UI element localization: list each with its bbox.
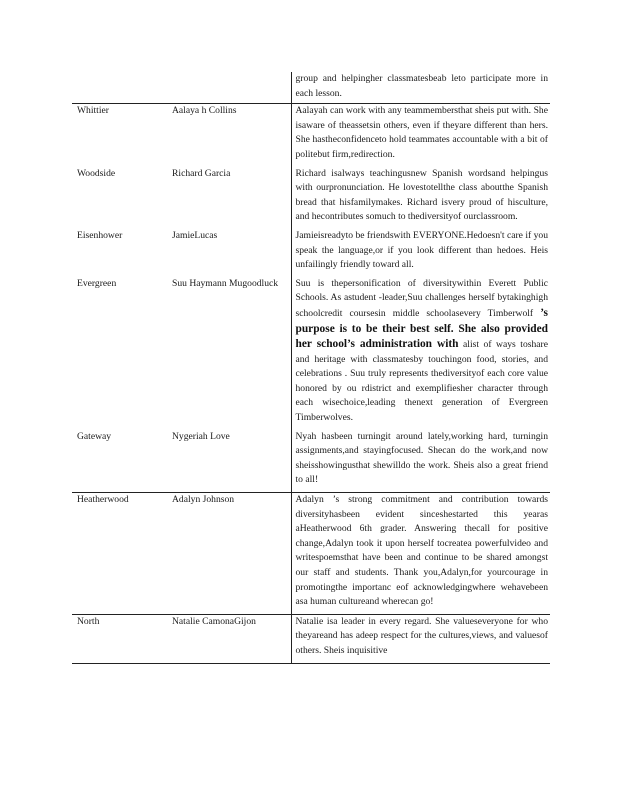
school-cell: Heatherwood: [72, 493, 170, 615]
description-cell: [291, 277, 550, 430]
school-cell: North: [72, 614, 170, 663]
student-cell: JamieLucas: [172, 229, 218, 241]
school-cell: Evergreen: [77, 277, 117, 289]
table-row: [72, 277, 550, 430]
description-text-continued: alist of ways toshare and heritage with classmatesby touchingon food, stories, and celebrations . Suu truly represents thediversityof each core value honored by ou rdistrict and exemplifiesher character through each wisechoice,leading thenext generation of Evergreen Timberwolves.: [295, 339, 549, 424]
school-cell: Woodside: [77, 167, 116, 179]
description-cell: Nyah hasbeen turningit around lately,working hard, turningin assignments,and stayingfocused. Shecan do the work,and now sheisshowingusthat shewilldo the work. Sheis also a great friend to all!: [291, 430, 550, 493]
description-cell: Jamieisreadyto be friendswith EVERYONE.Hedoesn't care if you speak the language,or if you look different than hedoes. Heis unfailingly friendly toward all.: [291, 229, 550, 277]
student-cell: Richard Garcia: [172, 167, 231, 179]
student-cell: Nygeriah Love: [170, 430, 291, 493]
description-text: Suu is thepersonification of diversitywithin Everett Public Schools. As astudent -leader,Suu challenges herself bytakinghigh schoolcredit coursesin middle schoolasevery Timberwolf: [295, 277, 548, 319]
student-cell: Suu Haymann Mugoodluck: [172, 277, 279, 289]
student-cell: Natalie CamonaGijon: [170, 614, 291, 663]
table-row: [72, 229, 550, 277]
description-cell: Natalie isa leader in every regard. She valueseveryone for who theyareand has adeep respect for the cultures,views, and valuesof others. Sheis inquisitive: [291, 614, 550, 663]
table-row: [72, 72, 550, 104]
table-row: [72, 493, 550, 615]
student-cell: Aalaya h Collins: [172, 105, 237, 117]
school-cell: Gateway: [72, 430, 170, 493]
school-cell: Eisenhower: [77, 229, 123, 241]
description-cell: Richard isalways teachingusnew Spanish wordsand helpingus with ourpronunciation. He lovestotellthe class aboutthe Spanish bread that hisfamilymakes. Richard isvery proud of hisculture, and hecontributes somuch to thediversityof ourclassroom.: [291, 167, 550, 229]
table-row: [72, 430, 550, 493]
table-row: [72, 167, 550, 229]
student-recognition-table: [72, 72, 550, 664]
description-cell: Aalayah can work with any teammembersthat sheis put with. She isaware of theassetsin others, even if theyare different than hers. She hastheconfidenceto hold teammates accountable with a bit of politebut firm,redirection.: [291, 104, 550, 167]
description-cell: Adalyn ’s strong commitment and contribution towards diversityhasbeen evident sinceshestarted this yearas aHeatherwood 6th grader. Answering thecall for positive change,Adalyn took it upon herself tocreatea powerfulvideo and writespoemsthat have been and continue to be shared amongst our staff and students. Thank you,Adalyn,for yourcourage in promotingthe importanc eof acknowledgingwhere wehavebeen asa human cultureand wherecan go!: [291, 493, 550, 615]
student-cell: Adalyn Johnson: [170, 493, 291, 615]
table-row: [72, 104, 550, 167]
description-cell: group and helpingher classmatesbeab leto participate more in each lesson.: [291, 72, 550, 104]
school-cell: Whittier: [77, 105, 109, 117]
description-emphasis-text: ’s purpose is to be their best self. She also provided her school’s administration with: [295, 306, 548, 351]
table-row: [72, 614, 550, 663]
student-cell: [170, 72, 291, 104]
school-cell: [72, 72, 170, 104]
